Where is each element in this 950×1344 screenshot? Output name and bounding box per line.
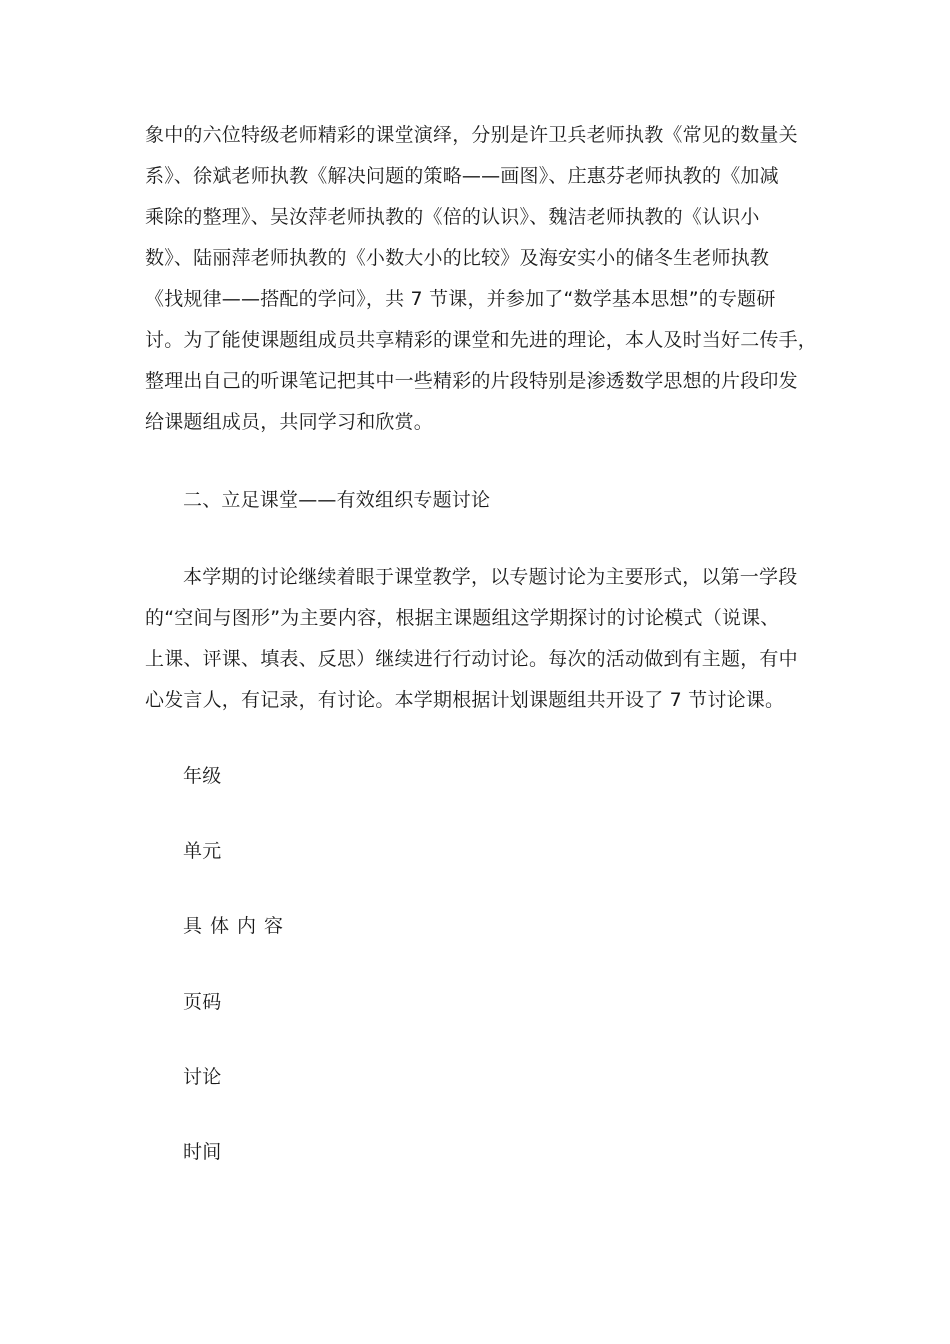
paragraph1-line-7: 整理出自己的听课笔记把其中一些精彩的片段特别是渗透数学思想的片段印发 (145, 370, 798, 392)
paragraph1-line-1: 象中的六位特级老师精彩的课堂演绎，分别是许卫兵老师执教《常见的数量关 (145, 124, 798, 146)
table-header-page: 页码 (183, 991, 222, 1013)
table-header-content: 具体内容 (183, 915, 292, 937)
table-header-discussion: 讨论 (183, 1066, 222, 1088)
paragraph2-line-3: 上课、评课、填表、反思）继续进行行动讨论。每次的活动做到有主题，有中 (145, 648, 798, 670)
table-header-grade: 年级 (183, 765, 222, 787)
table-header-unit: 单元 (183, 840, 222, 862)
paragraph1-line-4: 数》、陆丽萍老师执教的《小数大小的比较》及海安实小的储冬生老师执教 (145, 247, 770, 269)
section-heading: 二、立足课堂——有效组织专题讨论 (183, 489, 491, 511)
table-header-time: 时间 (183, 1141, 222, 1163)
paragraph1-line-2: 系》、徐斌老师执教《解决问题的策略——画图》、庄惠芬老师执教的《加减 (145, 165, 779, 187)
paragraph1-line-5: 《找规律——搭配的学问》，共 7 节课，并参加了“数学基本思想”的专题研 (145, 288, 776, 310)
paragraph2-line-2: 的“空间与图形”为主要内容，根据主课题组这学期探讨的讨论模式（说课、 (145, 607, 780, 629)
paragraph1-line-3: 乘除的整理》、吴汝萍老师执教的《倍的认识》、魏洁老师执教的《认识小 (145, 206, 760, 228)
paragraph1-line-8: 给课题组成员，共同学习和欣赏。 (145, 411, 434, 433)
paragraph2-line-4: 心发言人，有记录，有讨论。本学期根据计划课题组共开设了 7 节讨论课。 (145, 689, 785, 711)
paragraph1-line-6: 讨。为了能使课题组成员共享精彩的课堂和先进的理论，本人及时当好二传手， (145, 329, 818, 351)
paragraph2-line-1: 本学期的讨论继续着眼于课堂教学，以专题讨论为主要形式，以第一学段 (183, 566, 798, 588)
